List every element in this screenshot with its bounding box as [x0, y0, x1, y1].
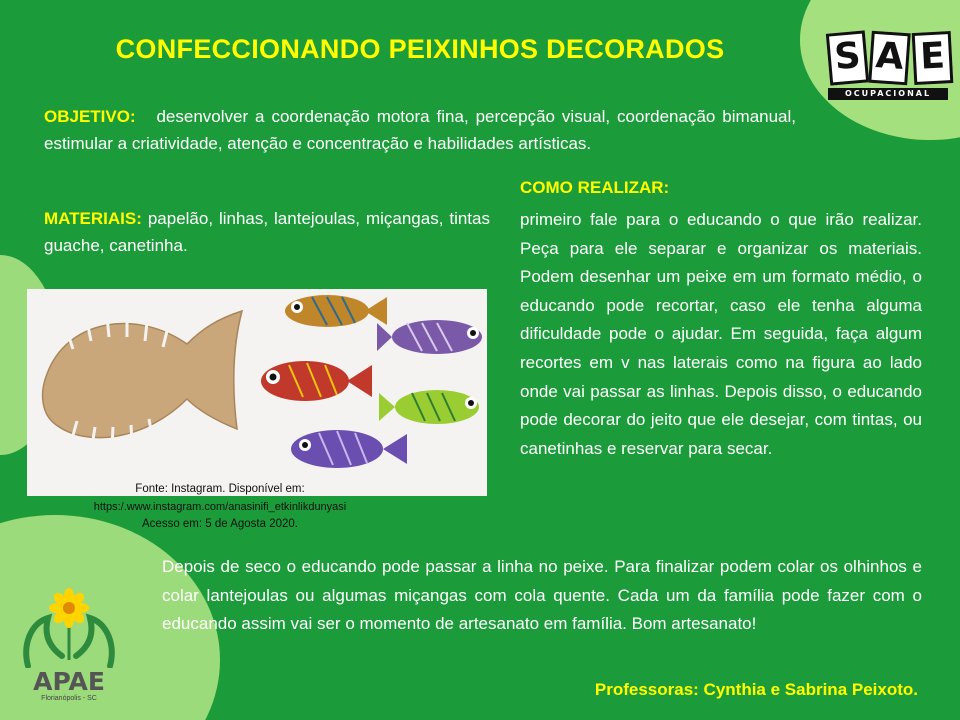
- objetivo-paragraph: [44, 104, 796, 157]
- decorated-fish-4: [379, 390, 479, 424]
- sae-subtitle: OCUPACIONAL: [828, 88, 948, 100]
- decorated-fish-1: [285, 295, 387, 327]
- caption-url: https:/.www.instagram.com/anasinifi_etkinlikdunyasi: [93, 500, 347, 513]
- depois-paragraph: Depois de seco o educando pode passar a linha no peixe. Para finalizar podem colar os olhinhos e colar lantejoulas ou algumas miçangas com cola quente. Cada um da família pode fazer com o educando assim vai ser o momento de artesanato em família. Bom artesanato!: [162, 557, 922, 633]
- como-realizar-text: primeiro fale para o educando o que irão realizar. Peça para ele separar e organizar os materiais. Podem desenhar um peixe em um formato médio, o educando pode recortar, caso ele tenha alguma dificuldade pode o ajudar. Em seguida, faça algum recortes em v nas laterais como na figura ao lado onde vai passar as linhas. Depois disso, o educando pode decorar do jeito que ele desejar, com tintas, ou canetinhas e reservar para secar.: [520, 210, 922, 458]
- apae-name: APAE: [33, 667, 105, 696]
- cardboard-fish-shape: [43, 311, 242, 438]
- sae-letter-s: S: [826, 30, 870, 85]
- sae-letter-e: E: [911, 31, 953, 85]
- decorated-fish-2: [377, 320, 482, 354]
- sae-ocupacional-logo: [828, 32, 952, 108]
- slide-title: CONFECCIONANDO PEIXINHOS DECORADOS: [115, 34, 725, 64]
- caption-access-date: Acesso em: 5 de Agosta 2020.: [142, 518, 298, 530]
- decorated-fish-5: [291, 430, 407, 468]
- apae-city: Florianópolis - SC: [41, 695, 97, 702]
- caption-source: Fonte: Instagram. Disponível em:: [135, 483, 305, 495]
- objetivo-text: desenvolver a coordenação motora fina, percepção visual, coordenação bimanual, estimular a criatividade, atenção e concentração e habilidades artísticas.: [44, 107, 797, 153]
- apae-logo: [14, 588, 124, 713]
- credit-line: Professoras: Cynthia e Sabrina Peixoto.: [594, 680, 918, 699]
- objetivo-label: OBJETIVO:: [44, 107, 136, 126]
- sae-letter-a: A: [869, 31, 912, 86]
- materiais-paragraph: [44, 206, 490, 259]
- photo-caption: [30, 481, 410, 534]
- decorated-fish-3: [261, 361, 372, 401]
- materiais-label: MATERIAIS:: [44, 209, 142, 228]
- apae-flower-hands-icon: [14, 588, 124, 668]
- materiais-text: papelão, linhas, lantejoulas, miçangas, tintas guache, canetinha.: [44, 209, 490, 255]
- fish-craft-photo: [27, 289, 487, 496]
- como-realizar-label: COMO REALIZAR:: [520, 178, 670, 197]
